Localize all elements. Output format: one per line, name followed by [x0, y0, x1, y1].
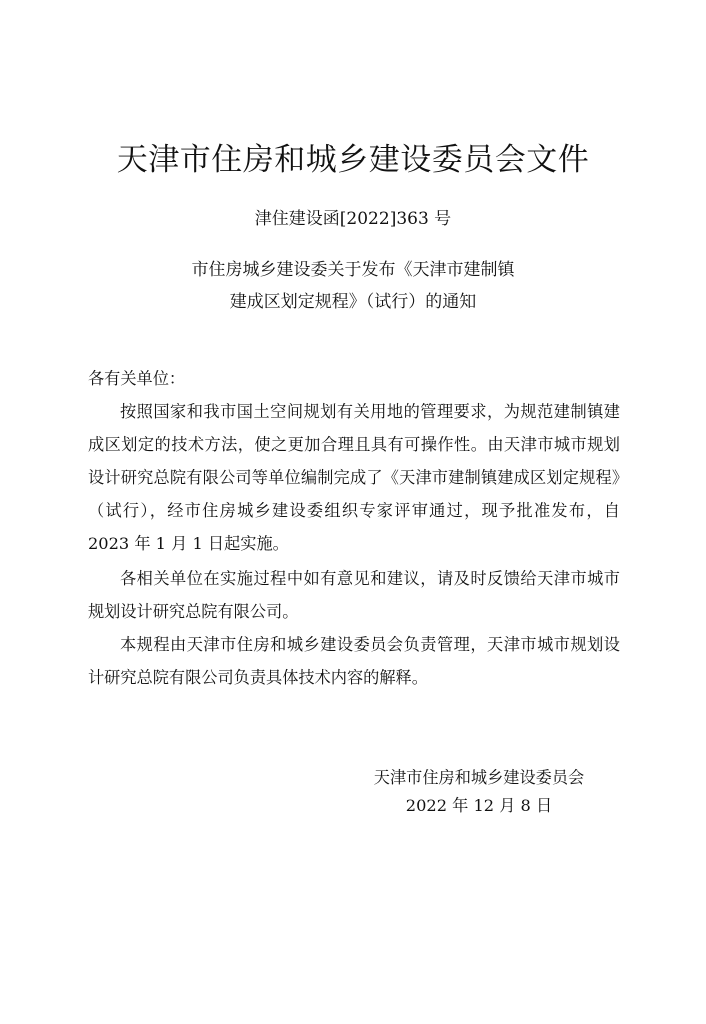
salutation: 各有关单位：: [88, 369, 186, 388]
signature-date: 2022 年 12 月 8 日: [405, 796, 553, 815]
body-paragraph-3: 本规程由天津市住房和城乡建设委员会负责管理，天津市城市规划设计研究总院有限公司负责具体技术内容的解释。: [88, 635, 620, 687]
signature-organization: 天津市住房和城乡建设委员会: [373, 768, 585, 787]
notice-title-line-1: 市住房城乡建设委关于发布《天津市建制镇: [191, 260, 515, 280]
notice-title-line-2: 建成区划定规程》（试行）的通知: [229, 292, 477, 312]
body-paragraph-1: 按照国家和我市国土空间规划有关用地的管理要求，为规范建制镇建成区划定的技术方法，使之更加合理且具有可操作性。由天津市城市规划设计研究总院有限公司等单位编制完成了《天津市建制镇建成区划定规程》（试行），经市住房城乡建设委组织专家评审通过，现予批准发布，自 2023 年 1 月 1 日起实施。: [88, 402, 620, 553]
document-number: 津住建设函[2022]363 号: [254, 209, 452, 229]
document-header-title: 天津市住房和城乡建设委员会文件: [116, 142, 590, 178]
body-paragraph-2: 各相关单位在实施过程中如有意见和建议，请及时反馈给天津市城市规划设计研究总院有限公司。: [88, 569, 620, 621]
